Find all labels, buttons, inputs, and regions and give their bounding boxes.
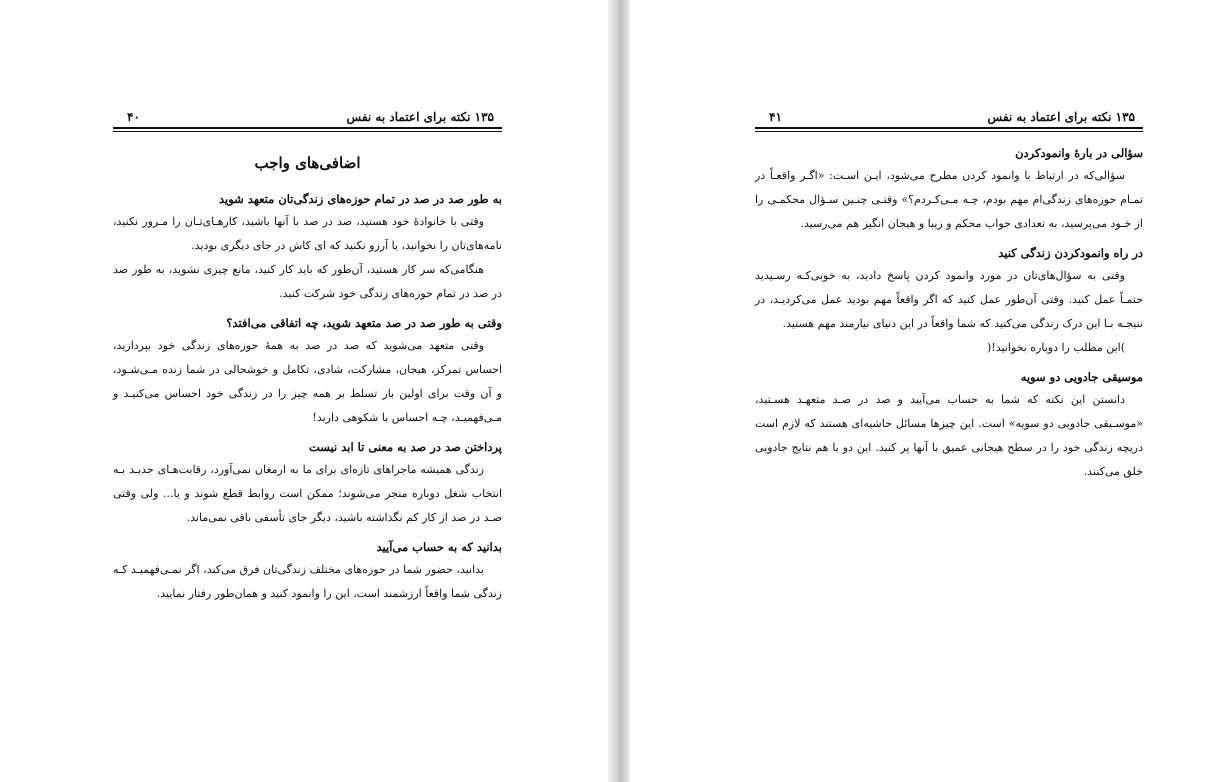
paragraph: هنگامی‌که سر کار هستید، آن‌طور که باید کار کنید، مانع چیزی نشوید، به طور صد در صد در تمام حوزه‌های زندگی خود شرکت کنید. [113, 263, 502, 300]
running-head [755, 108, 1143, 126]
paragraph: )این مطلب را دوباره بخوانید!( [987, 341, 1125, 354]
section-heading: بدانید که به حساب می‌آیید [376, 540, 502, 554]
running-head-title: ۱۳۵ نکته برای اعتماد به نفس [987, 110, 1135, 124]
section [755, 142, 1143, 236]
section-heading: به طور صد در صد در تمام حوزه‌های زندگی‌تان متعهد شوید [218, 192, 502, 206]
section-heading: در راه وانمودکردن زندگی کنید [998, 246, 1143, 260]
right-page-content [755, 108, 1143, 484]
header-rule [113, 127, 502, 129]
section-heading: پرداختن صد در صد به معنی تا ابد نیست [309, 440, 502, 454]
paragraph: وقتی به سؤال‌های‌تان در مورد وانمود کردن پاسخ دادید، به خوبی‌کـه رسـیدید حتمـاً عمل کنید. وقتی آن‌طور عمل کنید که اگر واقعاً مهم بودید عمل می‌کردیـد، در نتیجـه بـا این درک زندگی می‌کنید که شما واقعاً در این دنیای نیازمند مهم هستید. [755, 269, 1143, 330]
section-heading: سؤالی در بارهٔ وانمودکردن [1015, 146, 1143, 160]
page-number: ۴۰ [127, 110, 140, 124]
section [113, 312, 502, 430]
left-page [0, 0, 600, 782]
section-heading: موسیقی جادویی دو سویه [1020, 370, 1143, 384]
paragraph: سؤالی‌که در ارتباط با وانمود کردن مطرح می‌شود، ایـن اسـت: «اگـر واقعـاً در تمـام حوزه‌های زندگی‌ام مهم بودم، چـه مـی‌کـردم؟» وقتـی چنـین سـؤال محکمـی را از خـود می‌پرسید، به تعدادی جواب محکم و زیبا و هیجان انگیز هم می‌رسید. [755, 169, 1143, 230]
paragraph: زندگی همیشه ماجراهای تازه‌ای برای ما به ارمغان نمی‌آورد، رقابت‌هـای جدیـد بـه انتخاب شغل دوباره منجر می‌شوند؛ ممکن است روابط قطع شوند و یا... ولی وقتی صـد در صد از کار کم نگذاشته باشید، دیگر جای تأسفی باقی نمی‌ماند. [113, 463, 502, 524]
header-rule [755, 127, 1143, 129]
section [113, 436, 502, 530]
section [113, 188, 502, 306]
section [755, 366, 1143, 484]
book-gutter [608, 0, 630, 782]
chapter-title: اضافی‌های واجب [254, 154, 361, 172]
section [113, 536, 502, 606]
right-page [630, 0, 1207, 782]
running-head-title: ۱۳۵ نکته برای اعتماد به نفس [346, 110, 494, 124]
header-rule-thin [113, 131, 502, 132]
section-heading: وقتی به طور صد در صد متعهد شوید، چه اتفاقی می‌افتد؟ [226, 316, 502, 330]
section [755, 242, 1143, 360]
page-number: ۴۱ [769, 110, 782, 124]
running-head [113, 108, 502, 126]
paragraph: وقتی با خانوادهٔ خود هستید، صد در صد با آنها باشید، کارهـای‌تـان را مـرور نکنید، نامه‌های‌تان را نخوانید، یا آرزو نکنید که ای کاش در جای دیگری بودید. [113, 215, 502, 252]
paragraph: وقتی متعهد می‌شوید که صد در صد به همهٔ حوزه‌های زندگی خود بپردازید، احساس تمرکز، هیجان، مشارکت، شادی، تکامل و خوشحالی در شما زنده مـی‌شـود، و آن وقت برای اولین بار تسلط بر همه چیز را در زندگی خود احساس می‌کنیـد و مـی‌فهمیـد، چـه احساس با شکوهی دارید! [113, 339, 502, 424]
left-page-content [113, 108, 502, 606]
paragraph: بدانید، حضور شما در حوزه‌های مختلف زندگی‌تان فرق می‌کند، اگر نمـی‌فهمیـد کـه زندگی شما واقعاً ارزشمند است، این را وانمود کنید و همان‌طور رفتار نمایید. [113, 563, 502, 600]
paragraph: دانستن این نکته که شما به حساب می‌آیید و صد در صـد متعهـد هسـتید، «موسـیقی جادویی دو سویه» است. این چیزها مسائل حاشیه‌ای هستند که لازم است دریچه زندگی خود را در سطح هیجانی عمیق با آنها پر کنید. این دو با هم نتایج جادویی خلق می‌کنند. [755, 393, 1143, 478]
